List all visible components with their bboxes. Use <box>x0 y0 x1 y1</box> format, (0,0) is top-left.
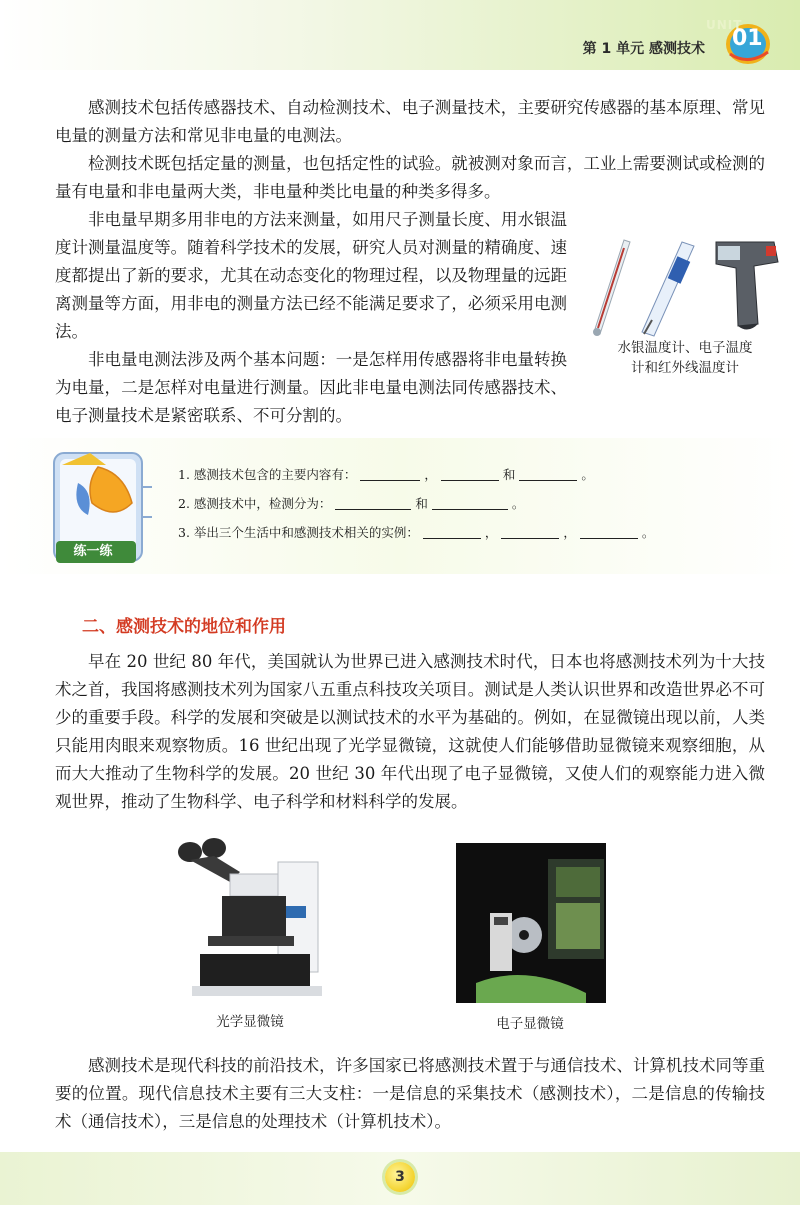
q2-and: 和 <box>415 496 428 511</box>
unit-word: UNIT <box>706 18 743 32</box>
infrared-thermometer-icon <box>716 242 778 330</box>
section-title: 二、感测技术的地位和作用 <box>82 617 286 637</box>
q3-separator: ， <box>563 525 576 540</box>
q2-end: 。 <box>511 496 525 511</box>
header-band <box>0 0 800 70</box>
optical-microscope-photo <box>170 836 330 1004</box>
answer-blank[interactable] <box>441 466 499 481</box>
q3-end: 。 <box>641 525 655 540</box>
answer-blank[interactable] <box>432 495 508 510</box>
q2-text: 2. 感测技术中，检测分为： <box>178 496 332 511</box>
answer-blank[interactable] <box>519 466 577 481</box>
answer-blank[interactable] <box>423 524 481 539</box>
exercise-label: 练一练 <box>73 544 113 559</box>
exercise-question-1 <box>178 466 594 484</box>
intro-paragraph-3: 非电量早期多用非电的方法来测量，如用尺子测量长度、用水银温度计测量温度等。随着科学技术的发展，研究人员对测量的精确度、速度都提出了新的要求，尤其在动态变化的物理过程，以及物理量的远距离测量等方面，用非电的测量方法已经不能满足要求了，必须采用电测法。 <box>55 210 567 341</box>
section2-paragraph-1: 早在 20 世纪 80 年代，美国就认为世界已进入感测技术时代，日本也将感测技术列为十大技术之首，我国将感测技术列为国家八五重点科技攻关项目。测试是人类认识世界和改造世界必不可少的重要手段。科学的发展和突破是以测试技术的水平为基础的。例如，在显微镜出现以前，人类只能用肉眼来观察物质。16 世纪出现了光学显微镜，这就使人们能够借助显微镜来观察细胞，从而大大推动了生物科学的发展。20 世纪 30 年代出现了电子显微镜，又使人们的观察能力进入微观世界，推动了生物科学、电子科学和材料科学的发展。 <box>55 652 765 811</box>
page-number: 3 <box>395 1169 405 1185</box>
q3-separator: ， <box>484 525 498 540</box>
intro-paragraph-1: 感测技术包括传感器技术、自动检测技术、电子测量技术，主要研究传感器的基本原理、常见电量的测量方法和常见非电量的电测法。 <box>55 98 765 145</box>
mercury-thermometer-icon <box>593 240 630 336</box>
answer-blank[interactable] <box>580 524 638 539</box>
electron-microscope-caption: 电子显微镜 <box>496 1016 564 1032</box>
answer-blank[interactable] <box>501 524 559 539</box>
answer-blank[interactable] <box>335 495 411 510</box>
electronic-thermometer-icon <box>642 242 694 336</box>
electron-microscope-photo <box>456 843 606 1003</box>
q1-end: 。 <box>581 467 594 482</box>
thermometer-caption-line-2: 计和红外线温度计 <box>631 360 739 376</box>
q3-text: 3. 举出三个生活中和感测技术相关的实例： <box>178 525 419 540</box>
answer-blank[interactable] <box>360 466 420 481</box>
unit-title: 第 1 单元 感测技术 <box>582 41 705 57</box>
q1-separator: ， <box>424 467 437 482</box>
thermometer-caption-line-1: 水银温度计、电子温度 <box>617 340 753 356</box>
q1-text: 1. 感测技术包含的主要内容有： <box>178 467 357 482</box>
section2-paragraph-2: 感测技术是现代科技的前沿技术，许多国家已将感测技术置于与通信技术、计算机技术同等重要的位置。现代信息技术主要有三大支柱：一是信息的采集技术（感测技术），二是信息的传输技术（通信技术），三是信息的处理技术（计算机技术）。 <box>55 1056 765 1131</box>
exercise-question-3 <box>178 524 654 542</box>
q1-and: 和 <box>502 467 516 482</box>
intro-paragraph-2: 检测技术既包括定量的测量，也包括定性的试验。就被测对象而言，工业上需要测试或检测的量有电量和非电量两大类，非电量种类比电量的种类多得多。 <box>55 154 765 201</box>
intro-paragraph-4: 非电量电测法涉及两个基本问题：一是怎样用传感器将非电量转换为电量，二是怎样对电量进行测量。因此非电量电测法同传感器技术、电子测量技术是紧密联系、不可分割的。 <box>55 350 567 425</box>
optical-microscope-caption: 光学显微镜 <box>216 1014 284 1030</box>
exercise-question-2 <box>178 495 524 513</box>
unit-number: 01 <box>732 26 763 51</box>
thermometers-photo <box>586 228 782 338</box>
